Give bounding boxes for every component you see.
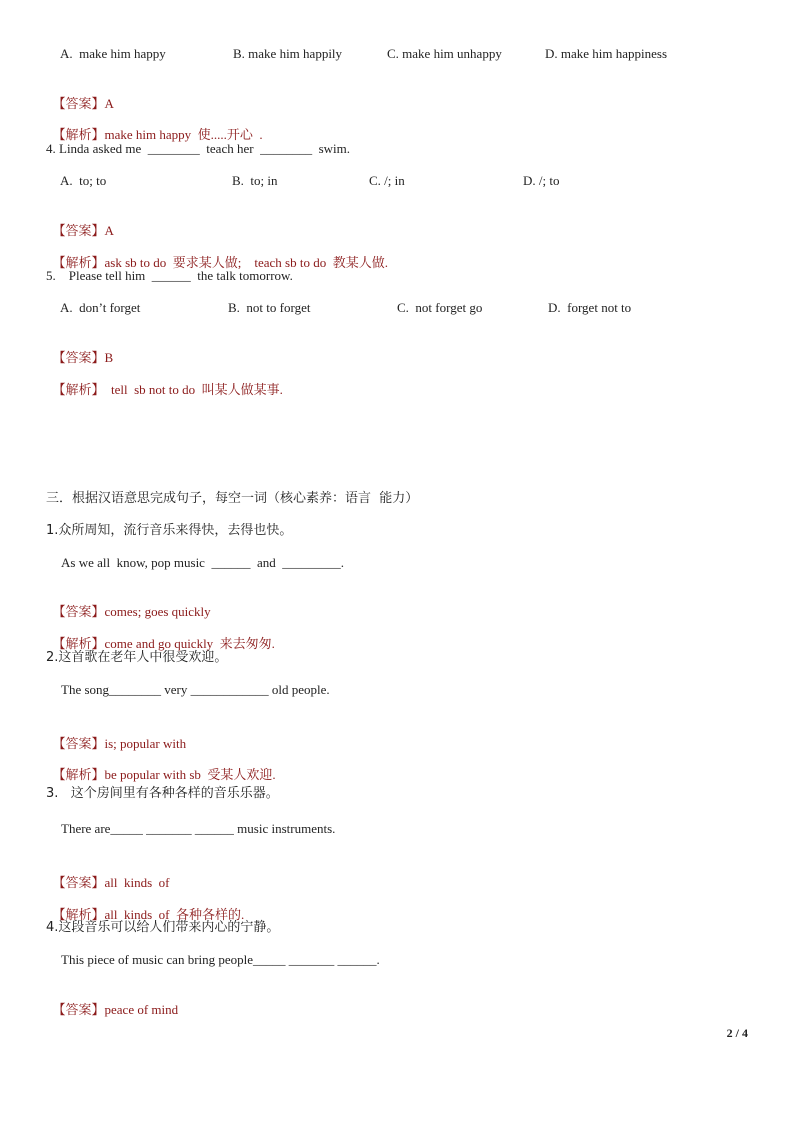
answer-text: comes; goes quickly xyxy=(104,604,211,619)
answer-line xyxy=(46,983,178,1020)
analysis-text: ask sb to do 要求某人做; teach sb to do 教某人做. xyxy=(104,255,388,270)
item-english: As we all know, pop music ______ and _________. xyxy=(61,555,344,570)
analysis-line xyxy=(46,748,276,785)
answer-label: 【答案】 xyxy=(52,605,105,620)
answer-label: 【答案】 xyxy=(52,351,105,366)
question-stem: 5. Please tell him ______ the talk tomorrow. xyxy=(46,268,293,283)
option-c: C. not forget go xyxy=(397,300,483,315)
item-chinese: 4.这段音乐可以给人们带来内心的宁静。 xyxy=(46,920,280,935)
option-b: B. to; in xyxy=(232,173,278,188)
item-chinese: 1.众所周知，流行音乐来得快，去得也快。 xyxy=(46,523,293,538)
analysis-text: be popular with sb 受某人欢迎. xyxy=(104,767,276,782)
answer-label: 【答案】 xyxy=(52,737,105,752)
option-d: D. forget not to xyxy=(548,300,632,315)
analysis-label: 【解析】 xyxy=(52,128,105,143)
section-title: 三．根据汉语意思完成句子，每空一词（核心素养：语言 能力） xyxy=(46,491,419,506)
answer-text: is; popular with xyxy=(104,736,187,751)
analysis-label: 【解析】 xyxy=(52,908,105,923)
answer-text: B xyxy=(104,350,114,365)
item-chinese: 3. 这个房间里有各种各样的音乐乐器。 xyxy=(46,786,279,801)
analysis-label: 【解析】 xyxy=(52,256,105,271)
analysis-line xyxy=(46,363,283,400)
answer-text: all kinds of xyxy=(104,875,170,890)
option-a: A. don’t forget xyxy=(60,300,141,315)
analysis-label: 【解析】 xyxy=(52,383,105,398)
analysis-label: 【解析】 xyxy=(52,768,105,783)
answer-text: A xyxy=(104,223,114,238)
answer-text: peace of mind xyxy=(104,1002,179,1017)
answer-label: 【答案】 xyxy=(52,97,105,112)
option-d: D. /; to xyxy=(523,173,560,188)
analysis-text: all kinds of 各种各样的. xyxy=(104,907,245,922)
analysis-label: 【解析】 xyxy=(52,637,105,652)
answer-label: 【答案】 xyxy=(52,876,105,891)
option-c: C. /; in xyxy=(369,173,405,188)
option-b: B. not to forget xyxy=(228,300,311,315)
option-c: C. make him unhappy xyxy=(387,46,502,61)
analysis-text: tell sb not to do 叫某人做某事. xyxy=(104,382,283,397)
question-stem: 4. Linda asked me ________ teach her ________ swim. xyxy=(46,141,350,156)
answer-label: 【答案】 xyxy=(52,1003,105,1018)
option-d: D. make him happiness xyxy=(545,46,668,61)
analysis-text: make him happy 使.....开心 . xyxy=(104,127,263,142)
option-a: A. make him happy xyxy=(60,46,166,61)
page-number: 2 / 4 xyxy=(726,1026,748,1040)
item-english: This piece of music can bring people_____ _______ ______. xyxy=(61,952,380,967)
answer-label: 【答案】 xyxy=(52,224,105,239)
item-chinese: 2.这首歌在老年人中很受欢迎。 xyxy=(46,650,228,665)
item-english: The song________ very ____________ old people. xyxy=(61,682,330,697)
option-a: A. to; to xyxy=(60,173,107,188)
answer-text: A xyxy=(104,96,114,111)
item-english: There are_____ _______ ______ music instruments. xyxy=(61,821,336,836)
analysis-text: come and go quickly 来去匆匆. xyxy=(104,636,275,651)
option-b: B. make him happily xyxy=(233,46,343,61)
